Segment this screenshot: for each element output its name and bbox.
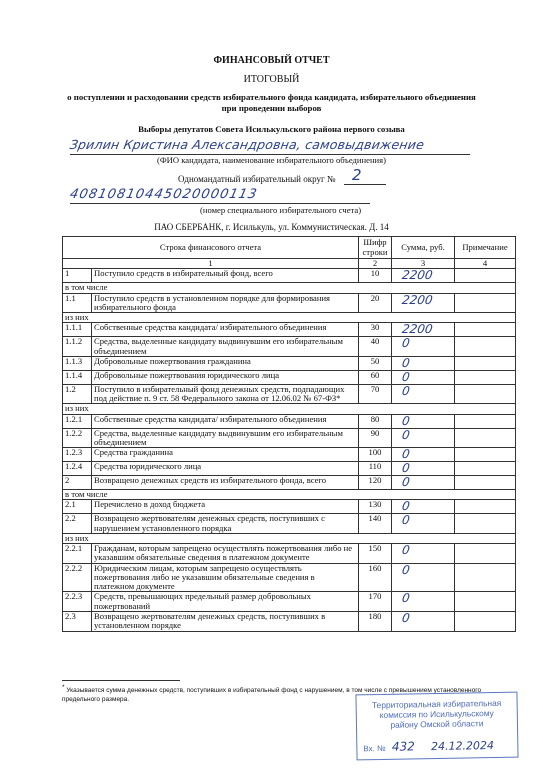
- row-description: Гражданам, которым запрещено осуществлять пожертвования либо не указавшим обязательные сведения в платежном документе: [92, 544, 359, 564]
- row-description: Поступило в избирательный фонд денежных средств, подпадающих под действие п. 9 ст. 58 Федерального закона от 12.06.02 № 67-ФЗ*: [92, 384, 359, 404]
- row-description: Возвращено жертвователям денежных средств, поступивших с нарушением установленного порядка: [92, 514, 359, 534]
- section-label: из них: [63, 313, 516, 323]
- row-sum: [392, 476, 455, 490]
- header-line: Строка финансового отчета: [63, 237, 359, 259]
- row-sum: [392, 500, 455, 514]
- row-number: 2.1: [63, 500, 92, 514]
- row-sum: [392, 293, 455, 313]
- header-sum: Сумма, руб.: [392, 237, 455, 259]
- row-number: 1: [63, 269, 92, 283]
- row-sum: [392, 337, 455, 357]
- row-sum-handwritten: 2200: [401, 292, 434, 307]
- stamp-line1: Территориальная избирательная: [371, 697, 502, 711]
- row-code: 110: [359, 462, 392, 476]
- col-number-2: 2: [359, 259, 392, 269]
- row-number: 2.2.1: [63, 544, 92, 564]
- row-description: Собственные средства кандидата/ избирательного объединения: [92, 414, 359, 428]
- row-sum-handwritten: 0: [401, 355, 411, 370]
- header-code: Шифр строки: [359, 237, 392, 259]
- row-number: 2.2: [63, 514, 92, 534]
- row-sum-handwritten: 0: [401, 499, 411, 514]
- row-sum: [392, 544, 455, 564]
- account-number-handwritten: 40810810445020000113: [68, 187, 260, 202]
- stamp-date-value: 24.12.2024: [430, 739, 495, 754]
- table-row: [63, 544, 516, 564]
- row-note: [455, 448, 516, 462]
- table-row: [63, 563, 516, 592]
- row-note: [455, 544, 516, 564]
- row-sum-handwritten: 0: [401, 611, 411, 626]
- registration-stamp: [355, 692, 518, 761]
- column-number-row: [63, 259, 516, 269]
- table-row: [63, 323, 516, 337]
- account-underline: [70, 203, 370, 204]
- row-number: 2: [63, 476, 92, 490]
- row-sum-handwritten: 0: [401, 513, 411, 528]
- row-note: [455, 563, 516, 592]
- table-row: [63, 356, 516, 370]
- row-sum-handwritten: 0: [401, 543, 411, 558]
- row-note: [455, 514, 516, 534]
- row-sum-handwritten: 0: [401, 562, 411, 577]
- stamp-line2: комиссия по Исилькульскому: [379, 708, 494, 720]
- row-number: 1.1.4: [63, 370, 92, 384]
- row-sum: [392, 384, 455, 404]
- footnote-separator: [62, 680, 180, 681]
- row-description: Юридическим лицам, которым запрещено осуществлять пожертвования либо не указавшим обязательные сведения в платежном документе: [92, 563, 359, 592]
- row-sum: [392, 448, 455, 462]
- row-note: [455, 356, 516, 370]
- row-sum: [392, 414, 455, 428]
- report-description-line2: при проведении выборов: [221, 103, 322, 113]
- table-row: [63, 448, 516, 462]
- row-description: Средств, превышающих предельный размер добровольных пожертвований: [92, 592, 359, 612]
- row-sum: [392, 514, 455, 534]
- row-sum-handwritten: 2200: [401, 322, 434, 337]
- table-section-row: [63, 313, 516, 323]
- row-description: Собственные средства кандидата/ избирательного объединения: [92, 323, 359, 337]
- report-description-line1: о поступлении и расходовании средств избирательного фонда кандидата, избирательного объединения: [67, 92, 476, 102]
- table-row: [63, 269, 516, 283]
- row-code: 50: [359, 356, 392, 370]
- table-row: [63, 337, 516, 357]
- report-subtitle: ИТОГОВЫЙ: [243, 74, 300, 85]
- table-row: [63, 384, 516, 404]
- row-code: 160: [359, 563, 392, 592]
- section-label: из них: [63, 404, 516, 414]
- row-number: 1.1.2: [63, 337, 92, 357]
- table-row: [63, 612, 516, 632]
- row-sum-handwritten: 0: [401, 461, 411, 476]
- row-description: Возвращено денежных средств из избирательного фонда, всего: [92, 476, 359, 490]
- table-row: [63, 592, 516, 612]
- col-number-1: 1: [63, 259, 359, 269]
- row-sum: [392, 370, 455, 384]
- row-code: 180: [359, 612, 392, 632]
- row-description: Средства юридического лица: [92, 462, 359, 476]
- table-row: [63, 370, 516, 384]
- row-note: [455, 592, 516, 612]
- row-code: 30: [359, 323, 392, 337]
- row-note: [455, 323, 516, 337]
- row-sum: [392, 269, 455, 283]
- row-number: 1.1.1: [63, 323, 92, 337]
- row-sum-handwritten: 0: [401, 383, 411, 398]
- row-number: 1.2.1: [63, 414, 92, 428]
- row-code: 120: [359, 476, 392, 490]
- financial-report-table: [62, 236, 516, 632]
- bank-details: ПАО СБЕРБАНК, г. Исилькуль, ул. Коммунистическая. Д. 14: [154, 222, 389, 232]
- row-number: 2.2.3: [63, 592, 92, 612]
- row-code: 100: [359, 448, 392, 462]
- row-number: 1.2.4: [63, 462, 92, 476]
- stamp-number-label: Вх. №: [363, 743, 386, 754]
- section-label: в том числе: [63, 283, 516, 293]
- row-note: [455, 384, 516, 404]
- row-description: Средства, выделенные кандидату выдвинувшим его избирательным объединением: [92, 428, 359, 448]
- row-note: [455, 269, 516, 283]
- table-row: [63, 500, 516, 514]
- district-label: Одномандатный избирательный округ №: [178, 174, 336, 184]
- row-code: 140: [359, 514, 392, 534]
- row-description: Средства, выделенные кандидату выдвинувшим его избирательным объединением: [92, 337, 359, 357]
- table-row: [63, 414, 516, 428]
- row-code: 40: [359, 337, 392, 357]
- row-sum: [392, 612, 455, 632]
- table-row: [63, 428, 516, 448]
- district-underline: [344, 184, 386, 185]
- row-code: 60: [359, 370, 392, 384]
- row-code: 10: [359, 269, 392, 283]
- row-sum-handwritten: 0: [401, 591, 411, 606]
- row-number: 1.2.2: [63, 428, 92, 448]
- footnote-marker: *: [62, 684, 65, 691]
- table-row: [63, 462, 516, 476]
- row-description: Средства гражданина: [92, 448, 359, 462]
- col-number-3: 3: [392, 259, 455, 269]
- row-code: 150: [359, 544, 392, 564]
- row-note: [455, 428, 516, 448]
- section-label: в том числе: [63, 490, 516, 500]
- table-header-row: [63, 237, 516, 259]
- row-code: 20: [359, 293, 392, 313]
- table-section-row: [63, 533, 516, 543]
- row-sum: [392, 563, 455, 592]
- row-number: 1.1: [63, 293, 92, 313]
- row-sum-handwritten: 0: [401, 369, 411, 384]
- row-sum: [392, 356, 455, 370]
- row-number: 2.2.2: [63, 563, 92, 592]
- table-row: [63, 476, 516, 490]
- row-sum: [392, 592, 455, 612]
- section-label: из них: [63, 533, 516, 543]
- row-code: 170: [359, 592, 392, 612]
- row-sum-handwritten: 2200: [401, 268, 434, 283]
- row-description: Добровольные пожертвования гражданина: [92, 356, 359, 370]
- account-caption: (номер специального избирательного счета): [200, 205, 362, 215]
- row-number: 1.2: [63, 384, 92, 404]
- election-name: Выборы депутатов Совета Исилькульского района первого созыва: [138, 124, 405, 134]
- row-note: [455, 414, 516, 428]
- table-body: [63, 269, 516, 631]
- row-note: [455, 293, 516, 313]
- district-number: 2: [352, 166, 362, 184]
- row-sum-handwritten: 0: [401, 447, 411, 462]
- table-row: [63, 293, 516, 313]
- row-sum-handwritten: 0: [401, 336, 411, 351]
- row-note: [455, 500, 516, 514]
- row-sum: [392, 428, 455, 448]
- row-description: Поступило средств в избирательный фонд, всего: [92, 269, 359, 283]
- row-number: 2.3: [63, 612, 92, 632]
- row-sum-handwritten: 0: [401, 475, 411, 490]
- col-number-4: 4: [455, 259, 516, 269]
- row-sum-handwritten: 0: [401, 413, 411, 428]
- row-sum-handwritten: 0: [401, 427, 411, 442]
- row-description: Возвращено жертвователям денежных средств, поступивших в установленном порядке: [92, 612, 359, 632]
- stamp-number-row: [357, 738, 517, 755]
- table-section-row: [63, 490, 516, 500]
- row-note: [455, 370, 516, 384]
- row-description: Добровольные пожертвования юридического лица: [92, 370, 359, 384]
- row-code: 90: [359, 428, 392, 448]
- row-code: 130: [359, 500, 392, 514]
- stamp-number-value: 432: [391, 739, 415, 754]
- header-note: Примечание: [455, 237, 516, 259]
- row-note: [455, 612, 516, 632]
- row-description: Поступило средств в установленном порядке для формирования избирательного фонда: [92, 293, 359, 313]
- table-section-row: [63, 283, 516, 293]
- stamp-line3: району Омской области: [390, 718, 484, 730]
- row-number: 1.1.3: [63, 356, 92, 370]
- row-code: 80: [359, 414, 392, 428]
- report-title: ФИНАНСОВЫЙ ОТЧЕТ: [213, 55, 330, 66]
- footnote-text: Указывается сумма денежных средств, поступивших в избирательный фонд с нарушением, в том числе с превышением установленного предельного размера.: [62, 687, 482, 703]
- table-row: [63, 514, 516, 534]
- row-sum: [392, 323, 455, 337]
- table-section-row: [63, 404, 516, 414]
- row-sum: [392, 462, 455, 476]
- row-code: 70: [359, 384, 392, 404]
- candidate-name-handwritten: Зрилин Кристина Александровна, самовыдвижение: [68, 137, 426, 152]
- row-note: [455, 476, 516, 490]
- candidate-name-caption: (ФИО кандидата, наименование избирательного объединения): [157, 155, 386, 165]
- row-number: 1.2.3: [63, 448, 92, 462]
- row-note: [455, 462, 516, 476]
- row-description: Перечислено в доход бюджета: [92, 500, 359, 514]
- row-note: [455, 337, 516, 357]
